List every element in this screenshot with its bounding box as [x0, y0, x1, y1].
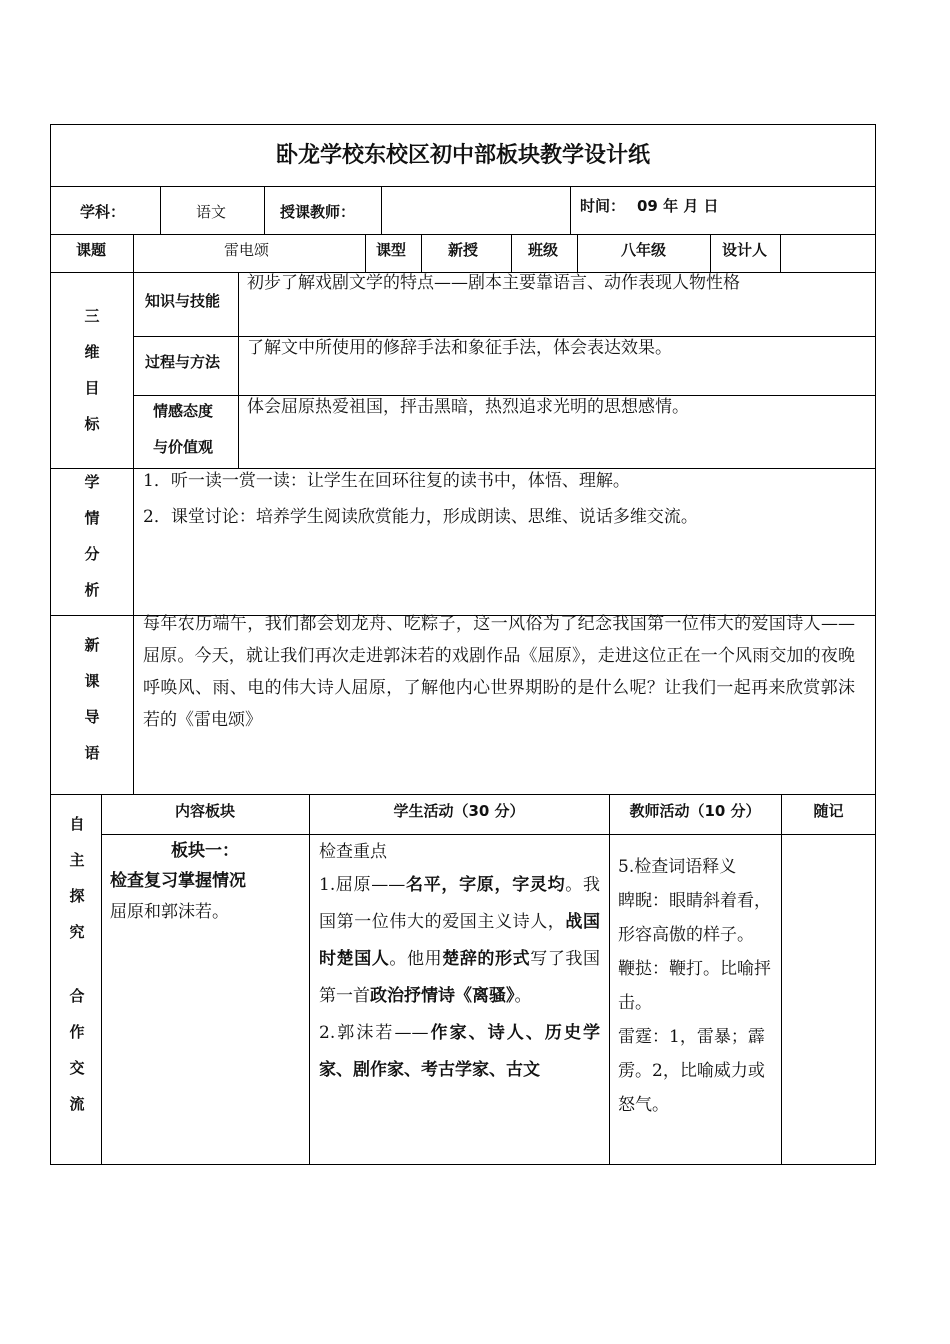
teacher-item-4: 雷霆：1，雷暴；霹雳。2，比喻威力或怒气。	[618, 1027, 765, 1115]
intro-side-label	[77, 627, 107, 771]
type-value: 新授	[448, 241, 479, 259]
goals-side-char: 维	[84, 343, 100, 361]
activity-side-gap	[62, 950, 92, 978]
intro-side-char: 语	[84, 744, 100, 762]
intro-side-char: 导	[84, 708, 100, 726]
table-border-left	[50, 124, 51, 1165]
student-heading: 检查重点	[319, 842, 387, 862]
student-item-1-text: 。我国第一位伟大的爱国主义诗人，	[319, 875, 600, 932]
divider	[160, 186, 161, 234]
teacher-label: 授课教师：	[280, 203, 356, 221]
intro-side-char: 新	[84, 636, 100, 654]
col-notes-header: 随记	[813, 802, 844, 820]
divider	[309, 794, 310, 1164]
teacher-activity-text	[618, 850, 778, 1122]
process-label: 过程与方法	[145, 353, 221, 371]
student-item-2-roles: 作家、诗人、历史学家、剧作家、考古学家、古文	[319, 1023, 600, 1080]
activity-side-char: 主	[69, 851, 85, 869]
student-item-1-end: 。	[514, 986, 532, 1006]
analysis-side-char: 析	[84, 581, 100, 599]
intro-side-char: 课	[84, 672, 100, 690]
divider	[133, 272, 134, 794]
analysis-line-2: 2．课堂讨论：培养学生阅读欣赏能力，形成朗读、思维、说话多维交流。	[143, 507, 698, 527]
time-label: 时间：	[580, 197, 626, 215]
emotion-label-1: 情感态度	[153, 402, 214, 420]
student-item-1-work: 政治抒情诗《离骚》	[370, 986, 515, 1006]
divider	[238, 272, 239, 468]
teacher-item-1: 5.检查词语释义	[618, 857, 737, 877]
class-label: 班级	[528, 241, 559, 259]
divider	[781, 794, 782, 1164]
divider	[381, 186, 382, 234]
activity-side-char: 究	[69, 923, 85, 941]
type-label: 课型	[376, 241, 407, 259]
col-teacher-header: 教师活动（10 分）	[629, 802, 761, 820]
activity-side-char: 流	[69, 1095, 85, 1113]
divider	[101, 834, 876, 835]
student-item-1-form: 楚辞的形式	[442, 949, 531, 969]
page-title: 卧龙学校东校区初中部板块教学设计纸	[275, 143, 650, 168]
activity-side-char: 合	[69, 987, 85, 1005]
activity-side-char: 作	[69, 1023, 85, 1041]
analysis-line-1: 1．听一读一赏一读：让学生在回环往复的读书中，体悟、理解。	[143, 471, 630, 491]
class-value: 八年级	[621, 241, 667, 259]
designer-label: 设计人	[722, 241, 768, 259]
divider	[264, 186, 265, 234]
student-item-1-prefix: 1.屈原——	[319, 875, 406, 895]
topic-value: 雷电颂	[224, 241, 270, 259]
student-item-1-names: 名平，字原，字灵均	[405, 875, 566, 895]
divider	[133, 234, 134, 272]
goals-side-char: 标	[84, 415, 100, 433]
student-item-2-prefix: 2.郭沫若——	[319, 1023, 429, 1043]
goals-side-char: 三	[84, 307, 100, 325]
table-border-top	[50, 124, 876, 125]
col-content-header: 内容板块	[174, 802, 235, 820]
student-item-1-era: 战国时楚国人	[319, 912, 601, 969]
teacher-item-2: 睥睨：眼睛斜着看，形容高傲的样子。	[618, 891, 771, 945]
analysis-side-char: 学	[84, 473, 100, 491]
student-item-1-text: 写了我国第一首	[319, 949, 601, 1006]
divider	[50, 794, 876, 795]
intro-text: 每年农历端午，我们都会划龙舟、吃粽子，这一风俗为了纪念我国第一位伟大的爱国诗人——屈原。今天，就让我们再次走进郭沫若的戏剧作品《屈原》，走进这位正在一个风雨交加的夜晚呼唤风、雨、电的伟大诗人屈原，了解他内心世界期盼的是什么呢？让我们一起再来欣赏郭沫若的《雷电颂》	[143, 614, 855, 730]
block-title: 板块一：	[171, 841, 239, 861]
activity-side-char: 自	[69, 815, 85, 833]
analysis-side-char: 分	[84, 545, 100, 563]
activity-side-char: 交	[69, 1059, 85, 1077]
student-item-1-text: 。他用	[389, 949, 443, 969]
time-value: 09 年 月 日	[637, 197, 719, 215]
subject-value: 语文	[196, 203, 227, 221]
knowledge-label: 知识与技能	[145, 292, 221, 310]
teacher-item-3: 鞭挞：鞭打。比喻抨击。	[618, 959, 771, 1013]
process-text: 了解文中所使用的修辞手法和象征手法，体会表达效果。	[247, 338, 672, 358]
topic-label: 课题	[76, 241, 107, 259]
subject-label: 学科：	[80, 203, 126, 221]
analysis-side-label	[77, 464, 107, 608]
block-text: 屈原和郭沫若。	[110, 902, 229, 922]
table-border-right	[875, 124, 876, 1165]
analysis-side-char: 情	[84, 509, 100, 527]
table-border-bottom	[50, 1164, 876, 1165]
col-student-header: 学生活动（30 分）	[393, 802, 525, 820]
emotion-label-2: 与价值观	[153, 438, 214, 456]
goals-side-char: 目	[84, 379, 100, 397]
block-subtitle: 检查复习掌握情况	[110, 871, 246, 891]
activity-side-char: 探	[69, 887, 85, 905]
divider	[50, 186, 876, 187]
divider	[570, 186, 571, 234]
goals-side-label	[77, 298, 107, 442]
emotion-text: 体会屈原热爱祖国，抨击黑暗，热烈追求光明的思想感情。	[247, 397, 689, 417]
divider	[609, 794, 610, 1164]
student-activity-text	[319, 867, 600, 1089]
activity-side-label	[62, 806, 92, 1122]
divider	[50, 234, 876, 235]
knowledge-text: 初步了解戏剧文学的特点——剧本主要靠语言、动作表现人物性格	[247, 273, 740, 293]
